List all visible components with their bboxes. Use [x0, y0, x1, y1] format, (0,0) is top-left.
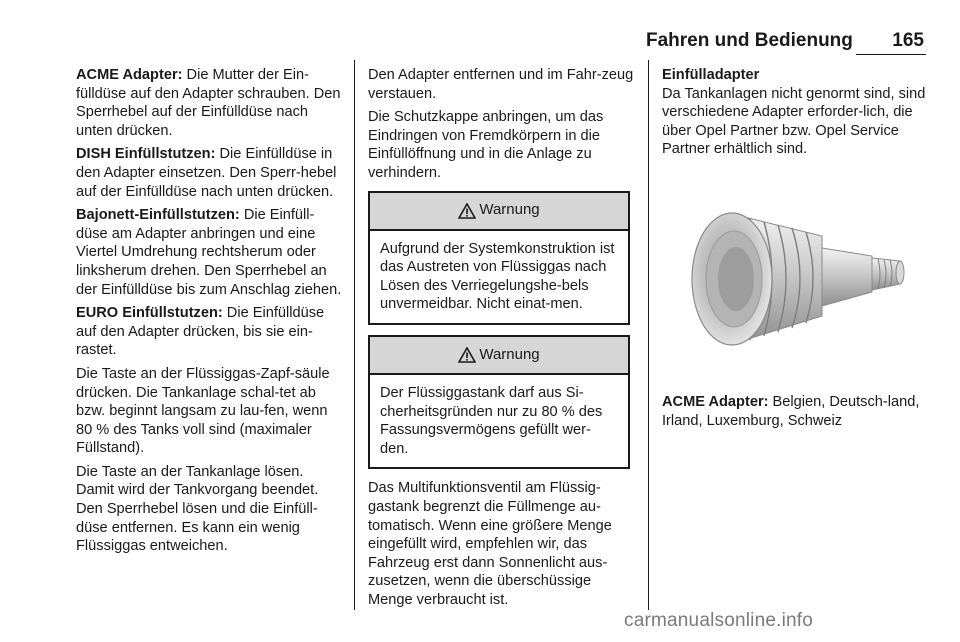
column-2 [368, 66, 634, 614]
column-divider-2 [648, 60, 649, 610]
warning-text: Der Flüssiggastank darf aus Si-cherheitsgründen nur zu 80 % des Fassungsvermögens gefüllt wer-den. [380, 384, 603, 457]
caption-label: ACME Adapter: [662, 394, 769, 410]
section-heading: Einfülladapter [662, 67, 760, 83]
caption-text: Belgien, Deutsch-land, Irland, Luxemburg, Schweiz [662, 394, 920, 429]
term-label: EURO Einfüllstutzen: [76, 305, 223, 322]
header-rule [856, 54, 926, 55]
paragraph-schutzkappe: Die Schutzkappe anbringen, um das Eindringen von Fremdkörpern in die Einfüllöffnung und in die Anlage zu verhindern. [368, 109, 604, 181]
paragraph-acme [76, 66, 344, 140]
warning-header [370, 337, 628, 375]
acme-adapter-illustration [662, 166, 928, 378]
paragraph-euro [76, 304, 344, 360]
paragraph-text: Die Einfülldüse auf den Adapter drücken, bis sie ein-rastet. [76, 305, 325, 359]
warning-title: Warnung [479, 345, 540, 363]
figure-caption [662, 393, 930, 430]
paragraph-taste: Die Taste an der Flüssiggas-Zapf-säule drücken. Die Tankanlage schal-tet ab bzw. beginnt langsam zu lau-fen, wenn 80 % des Tanks voll sind (maximaler Füllstand). [76, 365, 330, 457]
paragraph-einfuelladapter: Da Tankanlagen nicht genormt sind, sind verschiedene Adapter erforder-lich, die über Opel Partner bzw. Opel Service Partner erhältlich sind. [662, 85, 926, 158]
column-divider-1 [354, 60, 355, 610]
paragraph-dish [76, 145, 344, 201]
warning-text: Aufgrund der Systemkonstruktion ist das Austreten von Flüssiggas nach Lösen des Verriegelungshe-bels unvermeidbar. Nicht einat-men. [380, 240, 615, 313]
paragraph-adapter-entfernen: Den Adapter entfernen und im Fahr-zeug verstauen. [368, 67, 634, 102]
page-number: 165 [892, 30, 924, 51]
warning-box-2 [368, 335, 630, 469]
term-label: Bajonett-Einfüllstutzen: [76, 207, 240, 224]
paragraph-multifunktionsventil: Das Multifunktionsventil am Flüssig-gastank begrenzt die Füllmenge au-tomatisch. Wenn eine größere Menge eingefüllt wird, empfehlen wir, das Fahrzeug erst dann Sonnenlicht aus-zusetzen, wenn die überschüssige Menge verbraucht ist. [368, 480, 612, 608]
page-header-title: Fahren und Bedienung [646, 30, 853, 51]
watermark: carmanualsonline.info [624, 610, 814, 631]
column-3 [662, 66, 930, 164]
warning-title: Warnung [479, 201, 540, 219]
paragraph-bajonett [76, 206, 344, 299]
warning-triangle-icon [458, 347, 476, 363]
term-label: ACME Adapter: [76, 67, 183, 83]
warning-box-1 [368, 191, 630, 325]
term-label: DISH Einfüllstutzen: [76, 146, 216, 163]
paragraph-text: Die Einfüll-düse am Adapter anbringen und eine Viertel Umdrehung rechtsherum oder linksherum drehen. Den Sperrhebel an der Einfülldüse bis zum Anschlag ziehen. [76, 207, 342, 298]
paragraph-text: Die Einfülldüse in den Adapter einsetzen. Den Sperr-hebel auf der Einfülldüse nach unten drücken. [76, 146, 337, 200]
warning-triangle-icon [458, 203, 476, 219]
warning-header [370, 193, 628, 231]
paragraph-text: Die Mutter der Ein-fülldüse auf den Adapter schrauben. Den Sperrhebel auf der Einfülldüse nach unten drücken. [76, 67, 341, 139]
column-1 [76, 66, 344, 561]
paragraph-loesen: Die Taste an der Tankanlage lösen. Damit wird der Tankvorgang beendet. Den Sperrhebel lösen und die Einfüll-düse entfernen. Es kann ein wenig Flüssiggas entweichen. [76, 463, 319, 555]
